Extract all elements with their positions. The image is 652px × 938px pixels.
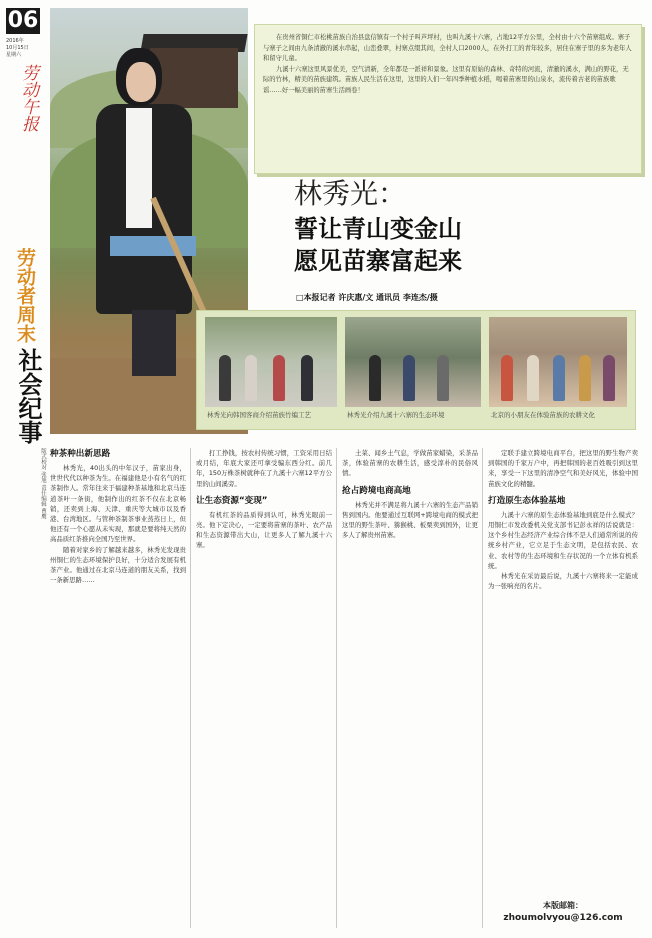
column-divider bbox=[190, 448, 191, 928]
byline: □本报记者 许庆惠/文 通讯员 李连杰/摄 bbox=[296, 293, 438, 302]
article-column-3 bbox=[342, 448, 478, 540]
date-day: 10月15日 bbox=[6, 45, 29, 51]
photo-3-figure bbox=[553, 355, 565, 401]
photo-caption-3: 北京的小朋友在体验苗族的农耕文化 bbox=[491, 411, 595, 419]
photo-2-figure bbox=[403, 355, 415, 401]
column-3-heading: 抢占跨境电商高地 bbox=[342, 485, 411, 496]
photo-caption-1: 林秀光向韩国客商介绍苗族竹编工艺 bbox=[207, 411, 311, 419]
page-number: 06 bbox=[7, 8, 39, 33]
photo-1-figure bbox=[219, 355, 231, 401]
column-divider bbox=[336, 448, 337, 928]
photo-2-figure bbox=[369, 355, 381, 401]
column-2-paragraph: 有机红茶的品质得到认可，林秀光眼前一亮。他下定决心，一定要将苗寨的茶叶、农产品和生态资源带出大山，让更多人了解九溪十六寨。 bbox=[196, 510, 332, 550]
column-2-paragraph: 打工挣钱，按农村传统习惯，工资采用日结或月结，年底大家还可拿受骗东西分红。前几年，150万株茶树就种在了九溪十六寨12平方公里的山间溪旁。 bbox=[196, 449, 332, 488]
photo-3 bbox=[489, 317, 627, 407]
editors-credit: 版式校对 张旭 责任编辑 曹鹰 bbox=[40, 448, 46, 520]
section-label: 社会纪事 bbox=[14, 348, 42, 444]
person-face bbox=[126, 62, 156, 102]
headline-line-1: 誓让青山变金山 bbox=[294, 215, 462, 243]
date-block bbox=[6, 38, 42, 59]
weekend-label: 劳动者周末 bbox=[14, 248, 36, 343]
headline-line-2: 愿见苗寨富起来 bbox=[294, 247, 462, 275]
date-weekday: 星期六 bbox=[6, 52, 22, 58]
photo-1-figure bbox=[301, 355, 313, 401]
column-divider bbox=[482, 448, 483, 928]
photo-1 bbox=[205, 317, 337, 407]
intro-box bbox=[254, 24, 642, 174]
date-year: 2016年 bbox=[6, 38, 24, 44]
column-4-heading: 打造原生态体验基地 bbox=[488, 495, 566, 506]
paper-logo: 劳动午报 bbox=[18, 64, 38, 132]
column-2-heading: 让生态资源“变现” bbox=[196, 495, 268, 506]
photo-strip bbox=[196, 310, 636, 430]
mailbox-address: zhoumolvyou@126.com bbox=[503, 913, 623, 923]
article-column-2 bbox=[196, 448, 332, 551]
photo-3-figure bbox=[603, 355, 615, 401]
photo-1-figure bbox=[245, 355, 257, 401]
column-1-paragraph: 随着对家乡的了解越来越多，林秀光发现贵州铜仁的生态环境保护良好，十分适合发展有机茶产业。他通过在北京马连道的朋友关系，找到一条新思路…… bbox=[50, 545, 186, 585]
photo-person bbox=[92, 48, 202, 378]
mailbox-label: 本版邮箱： bbox=[543, 901, 583, 910]
person-coat-trim bbox=[110, 236, 196, 256]
masthead-strip bbox=[6, 8, 46, 928]
person-legs bbox=[132, 310, 176, 376]
photo-1-figure bbox=[273, 355, 285, 401]
photo-2 bbox=[345, 317, 481, 407]
photo-3-figure bbox=[501, 355, 513, 401]
article-column-4 bbox=[488, 448, 638, 591]
mailbox bbox=[488, 900, 638, 925]
column-3-paragraph: 土菜、闻乡土气息，学做苗家蜡染，采茶品茶，体验苗寨的农耕生活，感受淳朴的民俗风情。 bbox=[342, 449, 478, 478]
column-4-paragraph: 林秀光在采访最后说，九溪十六寨将来一定能成为一张响亮的名片。 bbox=[488, 572, 638, 591]
column-1-paragraph: 林秀光，40出头的中年汉子，苗家出身，世世代代以种茶为生。在福建他是小有名气的红茶制作人。常年往来于福建种茶基地和北京马连道茶叶一条街，他制作出的红茶不仅在北京畅销，还卖到上海、天津、重庆等大城市以及香港、台湾地区。与管种茶制茶事业蒸蒸日上，但他还有一个心愿从未实现，那就是要将纯天然的高品质红茶推向全国乃至世界。 bbox=[50, 464, 186, 544]
article-column-1 bbox=[50, 448, 186, 585]
article-name: 林秀光： bbox=[294, 177, 407, 210]
column-4-paragraph: 九溪十六寨的原生态体验基地到底是什么模式？用铜仁市发改委机关党支部书记彭永祥的话说就是：这个乡村生态经济产业综合体不是人们通常所说的传统乡村产业，它立足于生态文明，是包括农民、农业、农村等的生态环境和生存状况的一个立体有机系统。 bbox=[488, 510, 638, 570]
photo-3-figure bbox=[579, 355, 591, 401]
photo-2-figure bbox=[437, 355, 449, 401]
intro-paragraph-2: 九溪十六寨这里风景优美，空气清新，全年都是一派祥和景象。这里有原始的森林、奇特的河流，清澈的溪水，满山的野花，无际的竹林，精美的苗族建筑。苗族人民生活在这里，这里的人们一年四季种植水稻，喝着苗寨里的山泉水，流传着古老的苗族歌谣……好一幅美丽的苗寨生活画卷！ bbox=[263, 65, 629, 94]
photo-caption-2: 林秀光介绍九溪十六寨的生态环境 bbox=[347, 411, 445, 419]
column-1-heading: 种茶种出新思路 bbox=[50, 449, 111, 459]
column-4-paragraph: 定联手建立跨境电商平台，把这里的野生物产卖到韩国的千家万户中，再把韩国的老百姓吸引到这里来，享受一下这里的清净空气和美好风光，体验中国苗族文化的精髓。 bbox=[488, 449, 638, 488]
photo-3-figure bbox=[527, 355, 539, 401]
column-3-paragraph: 林秀光并不满足将九溪十六寨的生态产品销售到国内。他要通过互联网+跨境电商的模式把这里的野生茶叶、猕猴桃、板栗卖到国外，让更多人了解贵州苗寨。 bbox=[342, 500, 478, 540]
intro-paragraph-1: 在贵州省铜仁市松桃苗族自治县盘信镇有一个村子叫芦坪村，也叫九溪十六寨，占地12平方公里，全村由十六个苗寨组成。寨子与寨子之间由九条清澈的溪水串起，山峦叠翠，村寨点缀其间，全村人口2000人，在外打工的青年较多，居住在寨子里的多为老年人和留守儿童。 bbox=[263, 34, 632, 63]
person-shirt bbox=[126, 108, 152, 228]
